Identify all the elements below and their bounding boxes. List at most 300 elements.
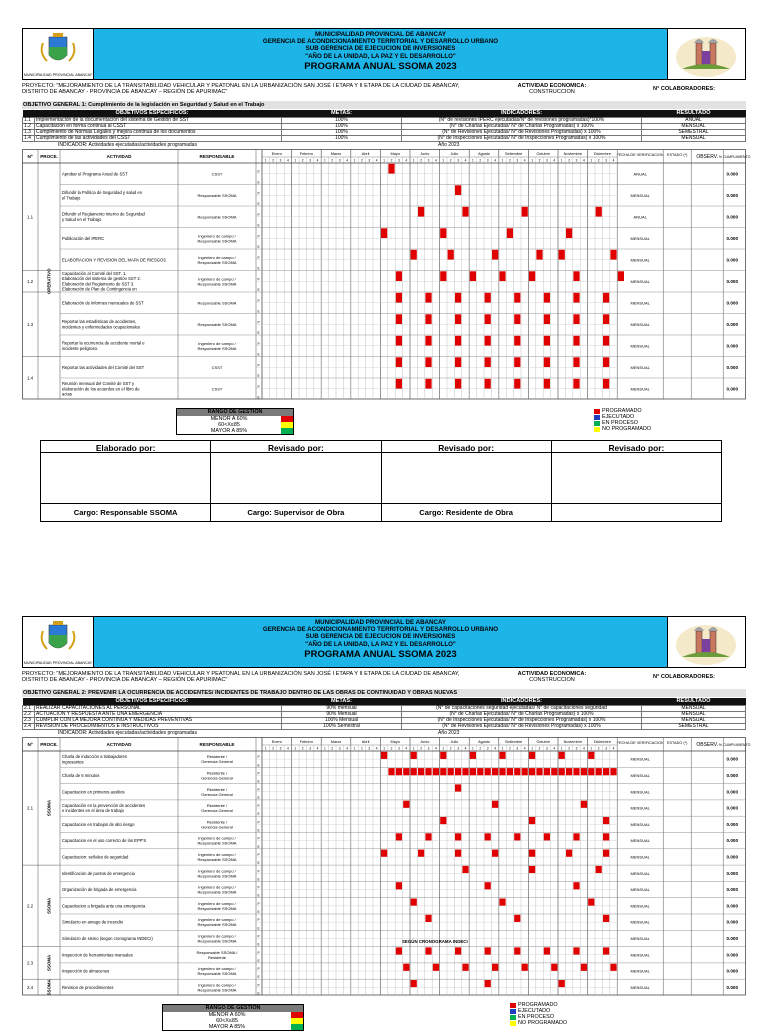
programmed-mark [411, 899, 417, 906]
programmed-mark [573, 379, 579, 389]
responsable-text: CSST [211, 364, 223, 370]
e-label: E [257, 223, 260, 228]
spec-indicator: (N° de revisiones IPERC ejecutadas/N° de revisiones programadas)*100% [402, 118, 642, 124]
spec-header-objetivos: OBJETIVOS ESPECIFICOS: [23, 698, 282, 706]
cumplimiento-value: 0.000 [726, 772, 738, 778]
week-number: 1 [531, 158, 533, 163]
spec-num: 2.2 [23, 712, 35, 718]
activity-text: Reportar la ocurrencia de accidente mortal e [62, 340, 145, 346]
org-line-1: MUNICIPALIDAD PROVINCIAL DE ABANCAY [315, 31, 446, 38]
p-label: P [257, 804, 260, 809]
programmed-mark [596, 866, 602, 873]
week-number: 2 [390, 746, 393, 751]
week-number: 2 [420, 158, 422, 163]
specific-objectives-table [22, 698, 746, 730]
spec-objective: CUMPLIR CON LA MEJORA CONTINUA Y MEDIDAS PREVENTIVAS [35, 718, 282, 724]
spec-objective: REALIZAR CAPACITACIONES AL PERSONAL [35, 706, 282, 712]
spec-meta: 100% [282, 136, 402, 142]
status-swatch [510, 1021, 516, 1026]
responsable-text: Ingeniero de campo / [198, 982, 236, 988]
frequency-text: MENSUAL [630, 789, 650, 795]
sheet-objetivo-2 [22, 616, 751, 1030]
frequency-text: MENSUAL [630, 257, 650, 263]
week-number: 4 [405, 746, 408, 751]
week-number: 2 [301, 746, 304, 751]
activity-text: incidentes y enfermedades ocupacionales [62, 324, 140, 330]
programmed-mark [381, 850, 387, 857]
programmed-mark [588, 899, 594, 906]
e-label: E [257, 958, 260, 963]
sheet-header [22, 616, 746, 668]
e-label: E [257, 861, 260, 866]
programmed-mark [388, 164, 394, 174]
programmed-mark [455, 850, 461, 857]
week-number: 4 [346, 746, 348, 751]
programmed-mark [588, 768, 594, 775]
church-illustration-icon [668, 617, 744, 667]
month-label: Setiembre [504, 740, 523, 744]
responsable-text: Gerencia General [201, 808, 233, 814]
programmed-mark [492, 250, 498, 260]
programmed-mark [418, 850, 424, 857]
church-illustration-icon [668, 29, 744, 79]
week-number: 1 [353, 158, 356, 163]
programmed-mark [529, 752, 535, 759]
programmed-mark [610, 964, 616, 971]
cumplimiento-value: 0.000 [726, 821, 738, 827]
programmed-mark [485, 768, 491, 775]
programmed-mark [551, 768, 557, 775]
week-number: 1 [294, 746, 297, 751]
week-number: 3 [546, 158, 548, 163]
week-number: 4 [553, 158, 556, 163]
week-number: 1 [324, 158, 326, 163]
programmed-mark [514, 336, 520, 346]
p-label: P [257, 755, 260, 760]
frequency-text: MENSUAL [630, 870, 650, 876]
indicator-text: INDICADOR: Actividades ejecutadas/actividades programadas [58, 730, 197, 736]
row-number: 2.3 [26, 960, 34, 966]
rango-swatch [281, 428, 293, 434]
week-number: 4 [464, 746, 467, 751]
program-title: PROGRAMA ANUAL SSOMA 2023 [304, 648, 457, 660]
programmed-mark [485, 314, 491, 324]
week-number: 3 [368, 746, 371, 751]
programmed-mark [396, 336, 402, 346]
cumplimiento-value: 0.000 [726, 321, 738, 327]
programmed-mark [485, 947, 491, 954]
spec-indicator: (N° de Charlas Ejecutadas/ N° de Charlas Programadas) x 100% [402, 712, 642, 718]
cumplimiento-value: 0.000 [726, 838, 738, 844]
rango-label: MAYOR A 85% [210, 428, 248, 434]
spec-result: MENSUAL [642, 706, 746, 712]
frequency-text: MENSUAL [630, 300, 650, 306]
programmed-mark [514, 293, 520, 303]
status-swatch [510, 1009, 516, 1014]
frequency-text: MENSUAL [630, 235, 650, 241]
economic-activity [502, 83, 602, 96]
programmed-mark [573, 882, 579, 889]
cumplimiento-value: 0.000 [726, 214, 738, 220]
general-objective: OBJETIVO GENERAL 1: Cumplimiento de la legislación en Seguridad y Salud en el Trabajo [22, 101, 746, 109]
status-label: NO PROGRAMADO [602, 426, 652, 432]
row-number: 1.2 [26, 278, 34, 284]
signature-title: Revisado por: [552, 441, 721, 453]
status-label: EN PROCESO [602, 420, 638, 426]
municipal-logo [22, 616, 94, 668]
week-number: 4 [612, 746, 615, 751]
week-number: 1 [412, 158, 415, 163]
proce-label: SSOMA [46, 799, 52, 817]
e-label: E [257, 395, 260, 400]
p-label: P [257, 277, 260, 282]
spec-objective: Cumplimiento de Normas Legales y mejora continua de los documentos [35, 130, 282, 136]
week-number: 2 [479, 746, 482, 751]
activity-text: Elaboración del sistema de gestión SST 2. [62, 276, 141, 282]
p-label: P [257, 950, 260, 955]
week-number: 1 [531, 746, 533, 751]
programmed-mark [603, 379, 609, 389]
week-number: 2 [390, 158, 393, 163]
programmed-mark [455, 336, 461, 346]
month-label: Febrero [299, 740, 314, 744]
month-label: Mayo [390, 152, 400, 156]
week-number: 2 [479, 158, 482, 163]
week-number: 2 [449, 746, 452, 751]
spec-num: 1.1 [23, 118, 35, 124]
programmed-mark [559, 752, 565, 759]
week-number: 2 [272, 746, 274, 751]
week-number: 2 [509, 158, 511, 163]
rango-label: MAYOR A 85% [208, 1024, 246, 1030]
responsable-text: Ingeniero de campo / [198, 884, 236, 890]
week-number: 4 [287, 158, 289, 163]
org-line-1: MUNICIPALIDAD PROVINCIAL DE ABANCAY [315, 619, 446, 626]
responsable-text: Responsable SSOMA [197, 192, 237, 198]
programmed-mark [470, 768, 476, 775]
frequency-text: MENSUAL [630, 968, 650, 974]
month-label: Abril [361, 740, 370, 744]
status-label: PROGRAMADO [602, 408, 642, 414]
programmed-mark [544, 379, 550, 389]
programmed-mark [551, 964, 557, 971]
programmed-mark [440, 817, 446, 824]
spec-indicator: (N° de Inspecciones Ejecutadas/ N° de Inspecciones Programadas) x 100% [402, 136, 642, 142]
indicator-note [58, 142, 460, 148]
economic-activity-label: ACTIVIDAD ECONOMICA: [517, 671, 587, 677]
programmed-mark [544, 768, 550, 775]
week-number: 3 [398, 746, 400, 751]
row-number: 1.3 [26, 321, 34, 327]
programmed-mark [411, 768, 417, 775]
org-line-4: "AÑO DE LA UNIDAD, LA PAZ Y EL DESARROLLO" [305, 640, 456, 648]
month-label: Noviembre [563, 152, 582, 156]
cumplimiento-value: 0.000 [726, 300, 738, 306]
programmed-mark [581, 964, 587, 971]
cumplimiento-value: 0.000 [726, 968, 738, 974]
activity-text: el Trabajo [62, 195, 81, 201]
month-label: Noviembre [563, 740, 582, 744]
sheet-objetivo-1 [22, 28, 751, 523]
week-number: 1 [560, 746, 563, 751]
programmed-mark [433, 768, 439, 775]
responsable-text: Residente / [206, 786, 228, 792]
programmed-mark [455, 379, 461, 389]
frequency-text: MENSUAL [630, 343, 650, 349]
org-line-2: GERENCIA DE ACONDICIONAMIENTO TERRITORIAL Y DESARROLLO URBANO [262, 38, 499, 46]
programmed-mark [462, 768, 468, 775]
programmed-mark [566, 850, 572, 857]
week-number: 3 [605, 746, 607, 751]
month-label: Enero [271, 740, 282, 744]
programmed-mark [618, 271, 624, 281]
p-label: P [257, 363, 260, 368]
signature-cargo: Cargo: Residente de Obra [382, 503, 551, 521]
activity-text: Charla de 5 minutos [62, 772, 100, 778]
header-cumplimiento: % CUMPLIMIENTO [718, 155, 751, 159]
week-number: 3 [279, 158, 282, 163]
responsable-text: Gerencia General [201, 775, 233, 781]
week-number: 3 [575, 158, 578, 163]
programmed-mark [499, 271, 505, 281]
spec-header-indicadores: INDICADORES: [402, 698, 642, 706]
gantt-svg [22, 149, 751, 400]
programmed-mark [455, 357, 461, 367]
programmed-mark [573, 833, 579, 840]
month-label: Octubre [536, 152, 550, 156]
spec-result: MENSUAL [642, 124, 746, 130]
church-logo [668, 28, 746, 80]
cumplimiento-value: 0.000 [726, 278, 738, 284]
header-responsable: RESPONSABLE [199, 154, 235, 159]
programmed-mark [381, 752, 387, 759]
collaborators-label: N° COLABORADORES: [653, 674, 715, 680]
spec-indicator: (N° de Inspecciones Ejecutadas/ N° de Inspecciones Programadas) x 100% [402, 718, 642, 724]
programmed-mark [544, 336, 550, 346]
programmed-mark [492, 964, 498, 971]
activity-text: Revision de procedimientos [62, 984, 114, 990]
collaborators-label: N° COLABORADORES: [653, 86, 715, 92]
programmed-mark [425, 314, 431, 324]
programmed-mark [403, 801, 409, 808]
responsable-text: Responsable SSOMA [197, 971, 237, 977]
week-number: 1 [442, 746, 445, 751]
project-text: PROYECTO: "MEJORAMIENTO DE LA TRANSITABILIDAD VEHICULAR Y PEATONAL EN LA URBANIZACIÓN SAN JOSÉ I ETAPA Y II ETAPA DE LA CIUDAD DE ABANCAY, DISTRITO DE ABANCAY - PROVINCIA DE ABANCAY – REGIÓN DE APURIMAC" [22, 671, 460, 684]
programmed-mark [529, 768, 535, 775]
programmed-mark [470, 752, 476, 759]
programmed-mark [603, 314, 609, 324]
programmed-mark [596, 207, 602, 217]
coat-of-arms-icon [23, 617, 93, 667]
spec-meta: 100% Mensual [282, 718, 402, 724]
programmed-mark [492, 850, 498, 857]
week-number: 1 [383, 746, 385, 751]
header-observ: OBSERV. [696, 154, 719, 160]
proce-label: OPERATIVO [46, 268, 52, 295]
month-label: Marzo [330, 740, 342, 744]
frequency-text: MENSUAL [630, 321, 650, 327]
programmed-mark [425, 379, 431, 389]
spec-indicator: (N° de capacitaciones seguridad ejecutadas/ N° de capacitaciones seguridad [402, 706, 642, 712]
activity-text: Elaboración de informes mensuales de SST [62, 300, 144, 306]
programmed-mark [396, 314, 402, 324]
week-number: 1 [353, 746, 356, 751]
activity-text: Difundir la Política de Seguridad y salud en [62, 190, 143, 196]
spec-num: 1.4 [23, 136, 35, 142]
spec-meta: 100% Semestral [282, 724, 402, 730]
programmed-mark [403, 768, 409, 775]
status-label: NO PROGRAMADO [518, 1020, 568, 1026]
programmed-mark [573, 314, 579, 324]
programmed-mark [499, 752, 505, 759]
signature-title: Revisado por: [211, 441, 380, 453]
programmed-mark [559, 980, 565, 987]
week-number: 1 [590, 746, 593, 751]
row-number: 1.1 [26, 214, 34, 220]
row-number: 2.4 [26, 984, 34, 990]
e-label: E [257, 844, 260, 849]
responsable-text: Responsable SSOMA [197, 214, 237, 220]
programmed-mark [536, 250, 542, 260]
week-number: 4 [494, 746, 496, 751]
rango-title: RANGO DE GESTION [177, 409, 293, 416]
responsable-text: Ingeniero de campo / [198, 917, 236, 923]
cumplimiento-value: 0.000 [726, 756, 738, 762]
responsable-text: Responsable SSOMA [197, 905, 237, 911]
rango-row [177, 428, 293, 434]
programmed-mark [396, 947, 402, 954]
responsable-text: Ingeniero de campo / [198, 868, 236, 874]
indeci-note: SEGÚN CRONOGRAMA INDECI [402, 939, 468, 945]
economic-activity-value: CONSTRUCCION [529, 89, 575, 96]
week-number: 2 [538, 158, 541, 163]
e-label: E [257, 828, 260, 833]
responsable-text: Responsable SSOMA [197, 840, 237, 846]
signature-cargo: Cargo: Supervisor de Obra [211, 503, 380, 521]
e-label: E [257, 763, 260, 768]
cumplimiento-value: 0.000 [726, 257, 738, 263]
programmed-mark [448, 250, 454, 260]
rango-label: MENOR A 60% [210, 416, 248, 422]
programmed-mark [455, 314, 461, 324]
frequency-text: MENSUAL [630, 364, 650, 370]
spec-num: 1.2 [23, 124, 35, 130]
frequency-text: MENSUAL [630, 952, 650, 958]
month-label: Junio [420, 740, 430, 744]
p-label: P [257, 901, 260, 906]
status-label: PROGRAMADO [518, 1002, 558, 1008]
programmed-mark [603, 850, 609, 857]
cumplimiento-value: 0.000 [726, 854, 738, 860]
frequency-text: MENSUAL [630, 386, 650, 392]
header-cumplimiento: % CUMPLIMIENTO [718, 743, 751, 747]
cumplimiento-value: 0.000 [726, 887, 738, 893]
p-label: P [257, 191, 260, 196]
municipal-logo [22, 28, 94, 80]
cumplimiento-value: 0.000 [726, 235, 738, 241]
sheet-header [22, 28, 746, 80]
status-swatch [594, 427, 600, 432]
responsable-text: Ingeniero de campo / [198, 851, 236, 857]
week-number: 4 [583, 746, 585, 751]
week-number: 2 [331, 158, 334, 163]
signature-column [382, 441, 552, 521]
week-number: 4 [287, 746, 289, 751]
week-number: 4 [405, 158, 408, 163]
activity-text: Aprobar el Programa Anual de SST [62, 171, 128, 177]
programmed-mark [603, 336, 609, 346]
programmed-mark [507, 228, 513, 238]
year-label: Año 2023 [438, 142, 460, 148]
programmed-mark [573, 768, 579, 775]
programmed-mark [529, 271, 535, 281]
p-label: P [257, 918, 260, 923]
week-number: 2 [597, 158, 600, 163]
week-number: 3 [516, 746, 519, 751]
programmed-mark [544, 293, 550, 303]
p-label: P [257, 983, 260, 988]
week-number: 3 [427, 158, 430, 163]
coat-of-arms-icon [23, 29, 93, 79]
programmed-mark [485, 293, 491, 303]
week-number: 4 [346, 158, 348, 163]
row-number: 1.4 [26, 375, 34, 381]
e-label: E [257, 266, 260, 271]
activity-text: Inspeccion de herramientas manuales [62, 952, 133, 958]
programmed-mark [396, 293, 402, 303]
programmed-mark [536, 768, 542, 775]
header-actividad: ACTIVIDAD [106, 154, 132, 159]
activity-text: Reportar las actividades del Comité del SST [62, 364, 145, 370]
programmed-mark [573, 271, 579, 281]
p-label: P [257, 820, 260, 825]
header-fecha: FECHA DE VERIFICACION [616, 741, 664, 745]
programmed-mark [566, 228, 572, 238]
programmed-mark [396, 357, 402, 367]
spec-header-metas: METAS: [282, 698, 402, 706]
spec-objective: ACTUACION Y RESPUESTA ANTE UNA EMERGENCIA [35, 712, 282, 718]
week-number: 2 [509, 746, 511, 751]
cumplimiento-value: 0.000 [726, 192, 738, 198]
week-number: 1 [294, 158, 297, 163]
title-block [94, 28, 668, 80]
p-label: P [257, 384, 260, 389]
activity-text: Capacitacion en el uso correcto de los EPP'S [62, 838, 147, 844]
month-label: Junio [420, 152, 430, 156]
week-number: 3 [338, 746, 341, 751]
programmed-mark [492, 801, 498, 808]
indicator-text: INDICADOR: Actividades ejecutadas/actividades programadas [58, 142, 197, 148]
programmed-mark [514, 379, 520, 389]
activities-gantt-table [22, 149, 751, 400]
cumplimiento-value: 0.000 [726, 952, 738, 958]
spec-indicator: (N° de Revisiones Ejecutadas/ N° de Revisiones Programadas) x 100% [402, 724, 642, 730]
spec-header-resultado: RESULTADO [642, 698, 746, 706]
responsable-text: Responsable SSOMA [197, 321, 237, 327]
programmed-mark [573, 357, 579, 367]
programmed-mark [610, 768, 616, 775]
rango-label: 60<X≤85 [216, 1018, 238, 1024]
logo-caption: MUNICIPALIDAD PROVINCIAL ABANCAY [23, 73, 93, 77]
e-label: E [257, 893, 260, 898]
activity-text: Capacitación al Comité del SST. 1. [62, 270, 127, 276]
programmed-mark [559, 250, 565, 260]
month-label: Febrero [299, 152, 314, 156]
week-number: 1 [501, 746, 504, 751]
header-fecha: FECHA DE VERIFICACION [616, 153, 664, 157]
programmed-mark [440, 768, 446, 775]
spec-indicator: (N° de Charlas Ejecutadas/ N° de Charlas Programadas) x 100% [402, 124, 642, 130]
